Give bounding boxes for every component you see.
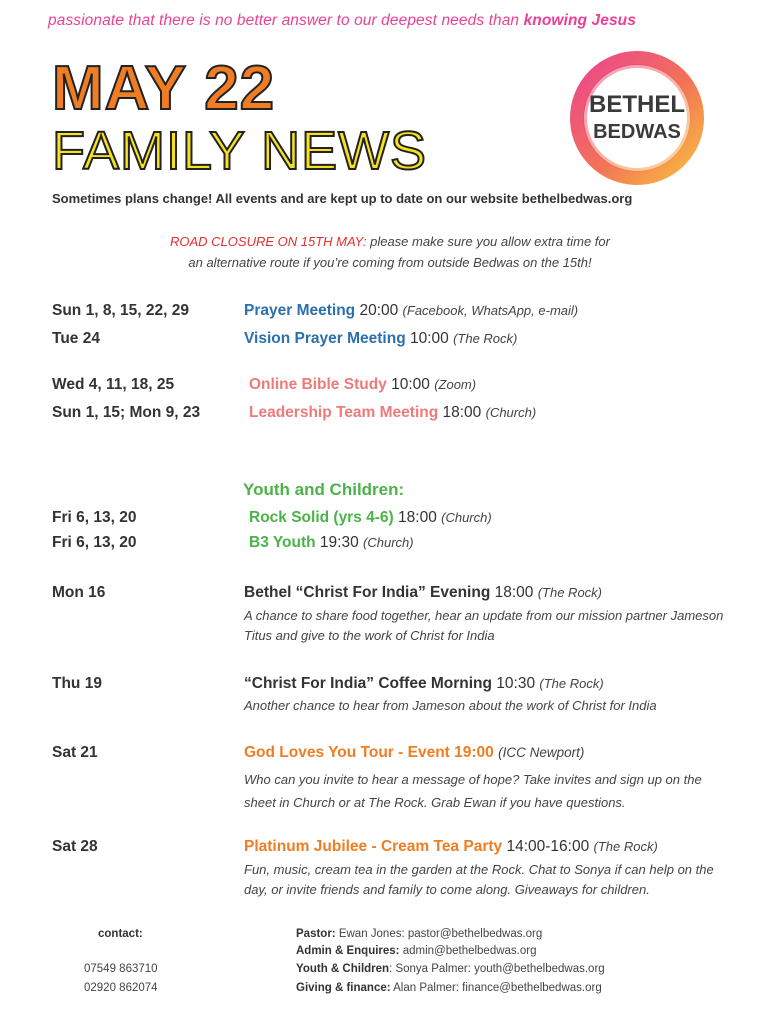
event-description: A chance to share food together, hear an update from our mission partner Jameson Titus and give to the work of Christ for India xyxy=(244,608,724,643)
newsletter-title: FAMILY NEWS xyxy=(52,121,428,181)
logo-line1: BETHEL xyxy=(589,91,685,118)
event-date: Fri 6, 13, 20 xyxy=(52,509,137,526)
logo-line2: BEDWAS xyxy=(593,121,681,143)
event-vision-prayer-meeting: Vision Prayer Meeting 10:00 (The Rock) xyxy=(244,330,518,347)
issue-month: MAY 22 xyxy=(52,54,276,123)
event-prayer-meeting: Prayer Meeting 20:00 (Facebook, WhatsApp, e-mail) xyxy=(244,302,579,319)
tagline: passionate that there is no better answer to our deepest needs than knowing Jesus xyxy=(48,12,636,29)
website-notice: Sometimes plans change! All events and are kept up to date on our website bethelbedwas.org xyxy=(52,191,633,206)
road-closure-label: ROAD CLOSURE ON 15TH MAY: xyxy=(170,234,367,249)
event-date: Sun 1, 8, 15, 22, 29 xyxy=(52,302,189,319)
event-date: Sat 21 xyxy=(52,744,98,761)
youth-children-heading: Youth and Children: xyxy=(243,480,405,499)
event-date: Wed 4, 11, 18, 25 xyxy=(52,376,175,393)
event-date: Mon 16 xyxy=(52,584,106,601)
event-coffee-morning: “Christ For India” Coffee Morning 10:30 (The Rock) xyxy=(244,675,604,692)
phone-number: 02920 862074 xyxy=(84,982,158,994)
contact-youth: Youth & Children: Sonya Palmer: youth@bethelbedwas.org xyxy=(296,963,605,975)
event-description: Who can you invite to hear a message of hope? Take invites and sign up on the sheet in Church or at The Rock. Grab Ewan if you have questions. xyxy=(244,772,702,810)
event-god-loves-you-tour: God Loves You Tour - Event 19:00 (ICC Newport) xyxy=(244,744,585,761)
event-date: Sat 28 xyxy=(52,838,98,855)
event-platinum-jubilee: Platinum Jubilee - Cream Tea Party 14:00-16:00 (The Rock) xyxy=(244,838,658,855)
contact-admin: Admin & Enquires: admin@bethelbedwas.org xyxy=(296,945,537,957)
event-christ-for-india-evening: Bethel “Christ For India” Evening 18:00 (The Rock) xyxy=(244,584,603,601)
road-closure-notice: ROAD CLOSURE ON 15TH MAY: please make sure you allow extra time for an alternative route if you’re coming from outside Bedwas on the 15th! xyxy=(170,234,610,270)
event-description: Another chance to hear from Jameson about the work of Christ for India xyxy=(244,698,657,713)
contact-label: contact: xyxy=(98,928,143,940)
event-description: Fun, music, cream tea in the garden at the Rock. Chat to Sonya if can help on the day, or invite friends and family to come along. Giveaways for children. xyxy=(244,862,714,897)
event-leadership-team-meeting: Leadership Team Meeting 18:00 (Church) xyxy=(249,404,537,421)
tagline-emphasis: knowing Jesus xyxy=(523,12,636,29)
event-date: Sun 1, 15; Mon 9, 23 xyxy=(52,404,201,421)
event-rock-solid: Rock Solid (yrs 4-6) 18:00 (Church) xyxy=(249,509,492,526)
phone-number: 07549 863710 xyxy=(84,963,158,975)
event-date: Tue 24 xyxy=(52,330,100,347)
event-date: Fri 6, 13, 20 xyxy=(52,534,137,551)
event-online-bible-study: Online Bible Study 10:00 (Zoom) xyxy=(249,376,477,393)
contact-finance: Giving & finance: Alan Palmer: finance@bethelbedwas.org xyxy=(296,982,602,994)
contact-pastor: Pastor: Ewan Jones: pastor@bethelbedwas.org xyxy=(296,928,543,940)
bethel-bedwas-logo xyxy=(560,42,710,192)
event-b3-youth: B3 Youth 19:30 (Church) xyxy=(249,534,414,551)
event-date: Thu 19 xyxy=(52,675,102,692)
